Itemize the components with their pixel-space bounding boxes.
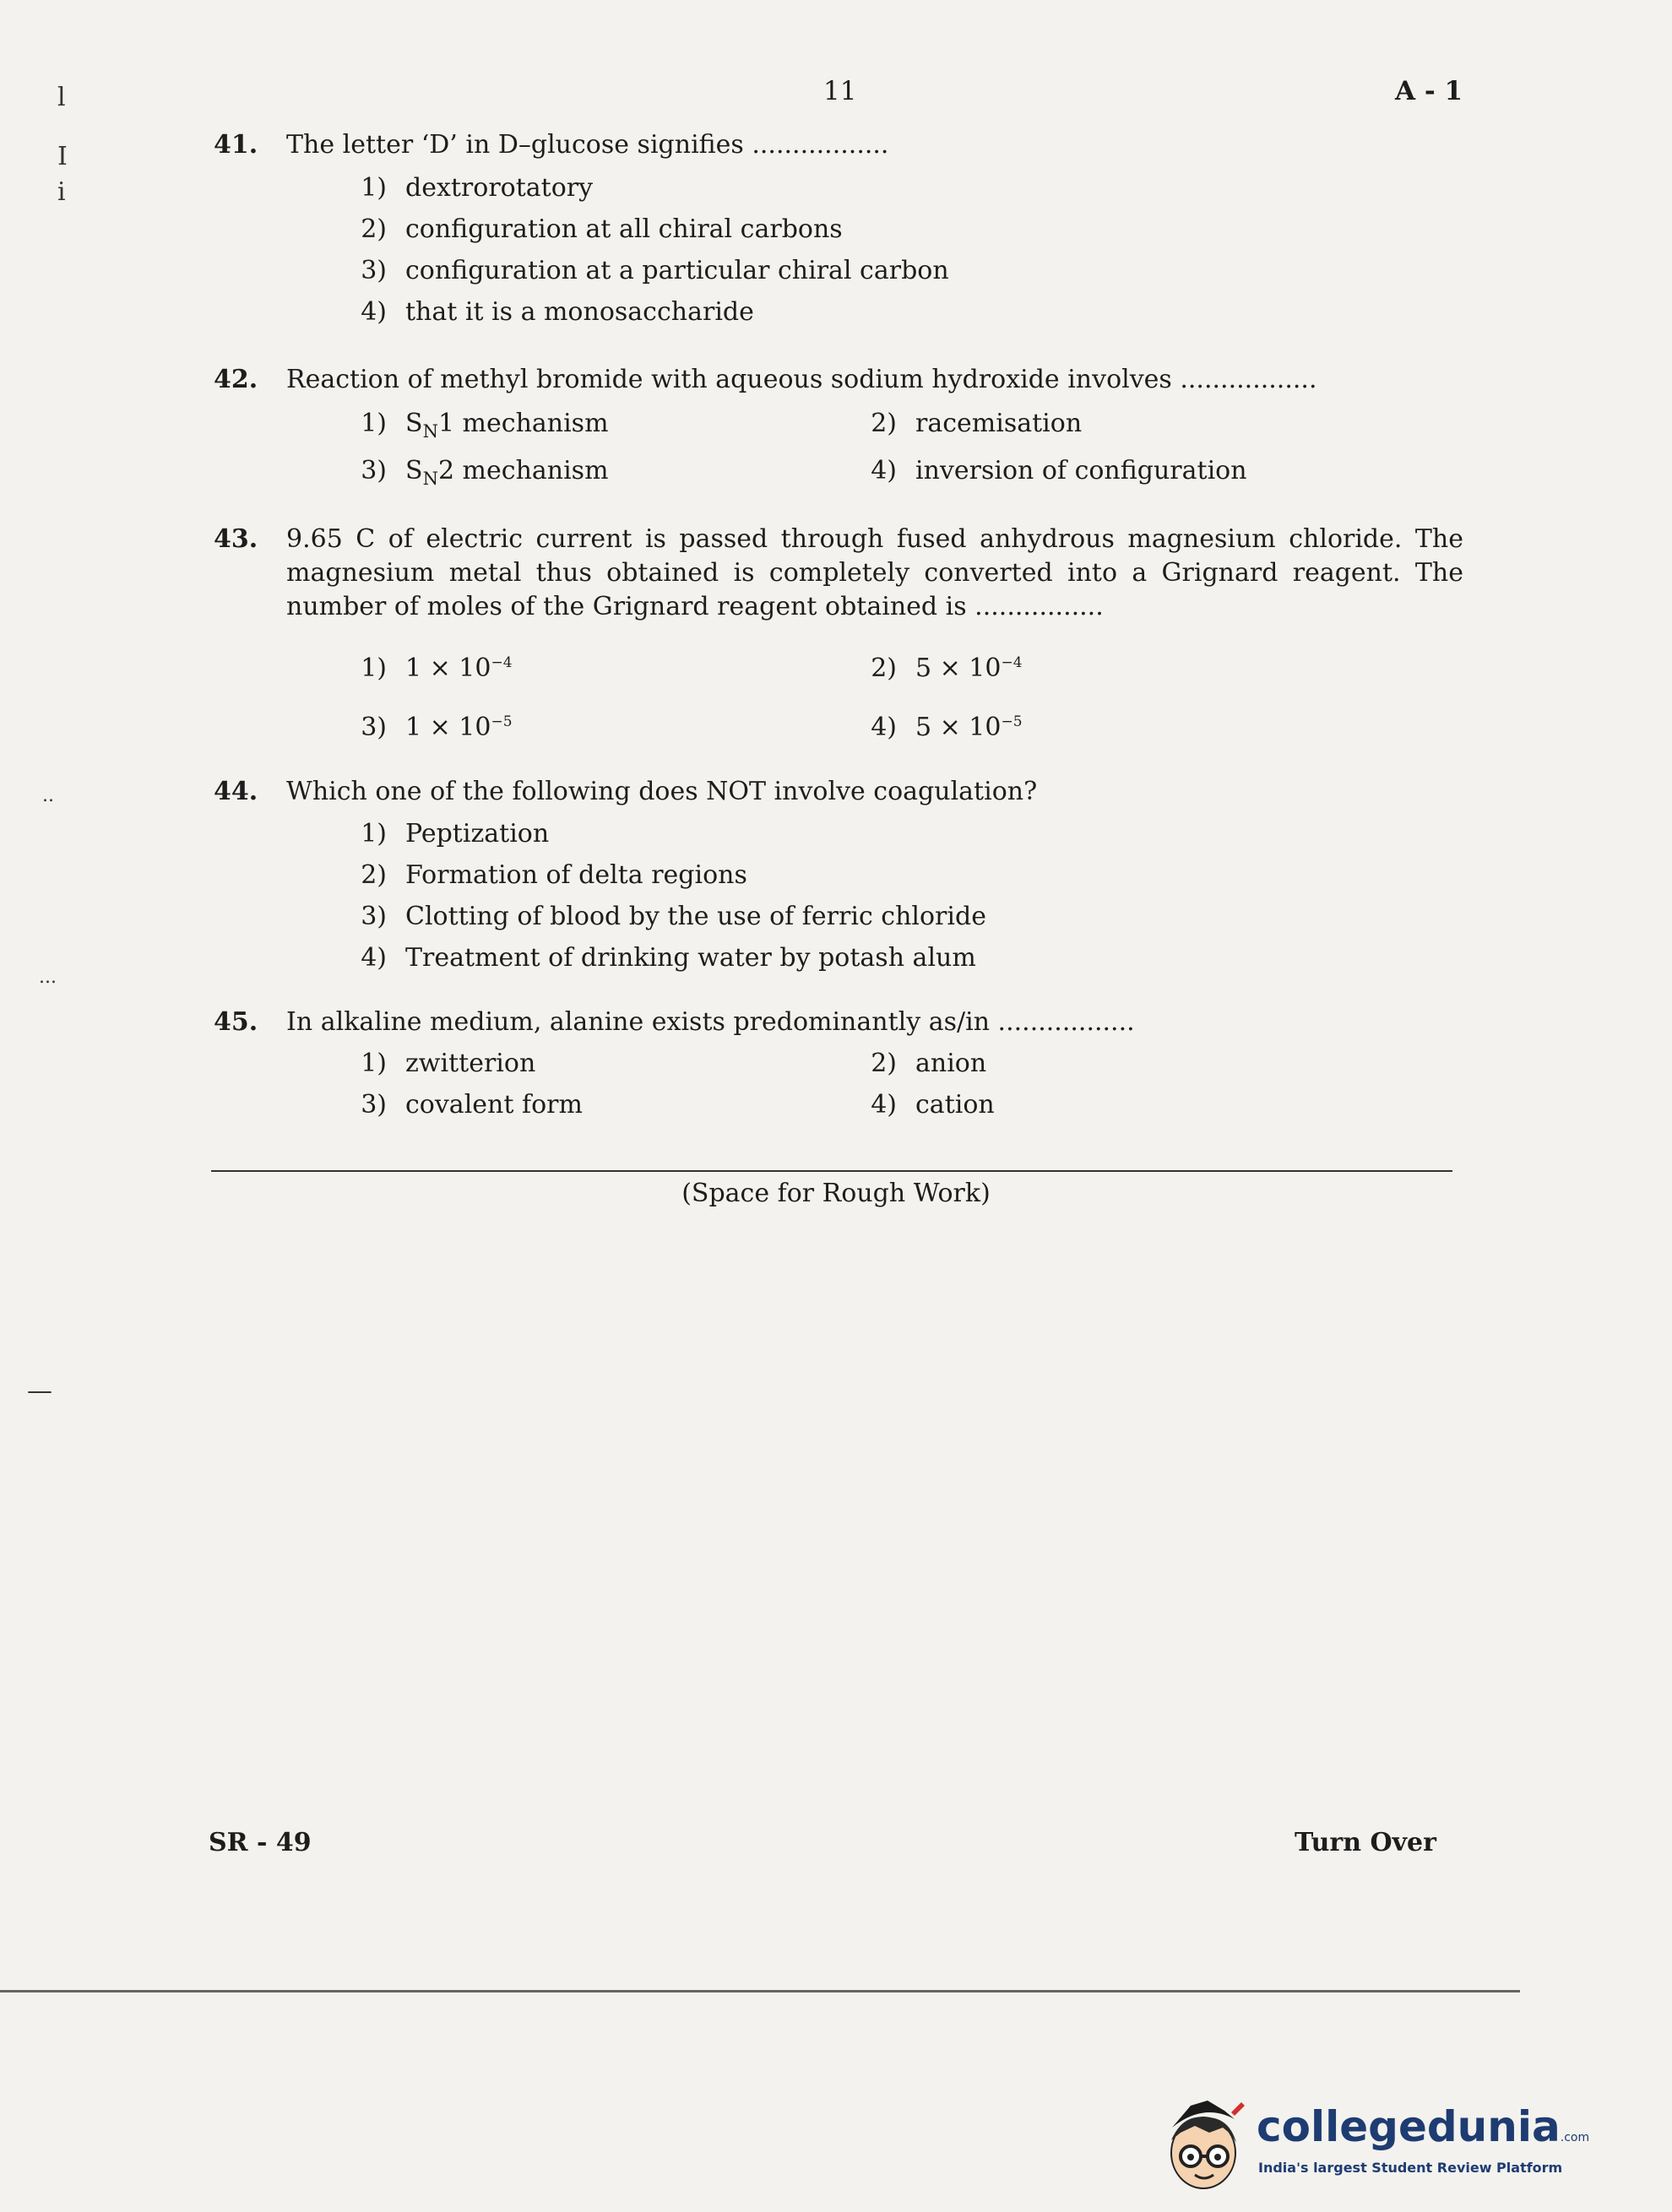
rough-work-label: (Space for Rough Work): [681, 1179, 991, 1208]
option-number: 1): [361, 409, 387, 438]
option: [336, 900, 986, 934]
option-text: racemisation: [915, 409, 1083, 438]
option-text: covalent form: [405, 1090, 583, 1120]
option-number: 1): [361, 653, 387, 683]
option: [336, 1047, 535, 1081]
option-number: 1): [361, 819, 387, 848]
option-number: 2): [871, 1049, 897, 1078]
option-text: dextrorotatory: [405, 173, 594, 203]
option-text: configuration at a particular chiral carbon: [405, 256, 949, 285]
option-number: 3): [361, 713, 387, 742]
margin-mark: —: [27, 1376, 52, 1406]
question-42: [214, 363, 1463, 397]
option: [336, 407, 609, 448]
question-text: Reaction of methyl bromide with aqueous sodium hydroxide involves .................: [286, 365, 1317, 394]
option-text: inversion of configuration: [915, 456, 1247, 485]
option: [336, 213, 843, 247]
logo-tagline: India's largest Student Review Platform: [1258, 2160, 1563, 2176]
option-exponent: −4: [491, 654, 513, 671]
question-44: [214, 775, 1463, 809]
logo-suffix: .com: [1560, 2131, 1590, 2144]
question-text: Which one of the following does NOT involve coagulation?: [286, 777, 1038, 806]
option-number: 4): [871, 456, 897, 485]
mascot-icon: [1157, 2094, 1250, 2195]
option-text: anion: [915, 1049, 987, 1078]
footer-code: SR - 49: [209, 1828, 312, 1857]
option-exponent: −4: [1001, 654, 1023, 671]
option: [336, 454, 609, 496]
question-43: [214, 523, 1463, 624]
option-subscript: N: [422, 469, 438, 489]
option-text: 2 mechanism: [437, 456, 609, 485]
option-text: Clotting of blood by the use of ferric chloride: [405, 902, 986, 931]
margin-mark: ...: [39, 967, 57, 988]
question-text: In alkaline medium, alanine exists predominantly as/in .................: [286, 1007, 1135, 1037]
question-45: [214, 1006, 1463, 1039]
logo-name: collegedunia: [1257, 2102, 1561, 2151]
question-text: 9.65 C of electric current is passed through fused anhydrous magnesium chloride. The magnesium metal thus obtained is completely converted into a Grignard reagent. The number of moles of the Grignard reagent obtained is ................: [286, 524, 1463, 621]
option-value: 5 × 10: [915, 713, 1002, 742]
option-text: Formation of delta regions: [405, 860, 747, 890]
margin-mark: l: [57, 83, 66, 112]
collegedunia-logo: [1157, 2094, 1590, 2195]
option: [846, 705, 1023, 745]
option-symbol: S: [405, 456, 423, 485]
option-number: 1): [361, 1049, 387, 1078]
question-number: 43.: [214, 524, 258, 554]
option: [846, 454, 1247, 488]
option-subscript: N: [422, 421, 438, 442]
option-number: 2): [871, 409, 897, 438]
option: [336, 705, 513, 745]
question-number: 41.: [214, 130, 258, 160]
option-text: that it is a monosaccharide: [405, 297, 754, 327]
option-number: 3): [361, 456, 387, 485]
option-number: 2): [871, 653, 897, 683]
option: [846, 1047, 986, 1081]
option-number: 2): [361, 860, 387, 890]
option-text: 1 mechanism: [437, 409, 609, 438]
bottom-border: [0, 1990, 1520, 1992]
option: [336, 1088, 583, 1122]
option: [846, 1088, 995, 1122]
margin-mark: ..: [42, 785, 54, 806]
option-number: 3): [361, 256, 387, 285]
question-number: 44.: [214, 777, 258, 806]
option-number: 4): [361, 943, 387, 973]
option-value: 1 × 10: [405, 713, 491, 742]
page-number: 11: [823, 76, 857, 106]
option-text: configuration at all chiral carbons: [405, 214, 843, 244]
question-text: The letter ‘D’ in D–glucose signifies .................: [286, 130, 889, 160]
option-text: zwitterion: [405, 1049, 536, 1078]
option-number: 4): [871, 713, 897, 742]
paper-code: A - 1: [1395, 76, 1463, 106]
option: [336, 941, 976, 975]
option-number: 4): [871, 1090, 897, 1120]
option-number: 3): [361, 902, 387, 931]
option-exponent: −5: [1001, 713, 1023, 730]
option-symbol: S: [405, 409, 423, 438]
turn-over-label: Turn Over: [1295, 1828, 1436, 1857]
option-number: 2): [361, 214, 387, 244]
option: [846, 646, 1023, 686]
margin-mark: i: [57, 177, 66, 207]
option-text: Peptization: [405, 819, 550, 848]
divider-line: [211, 1170, 1452, 1172]
option-text: Treatment of drinking water by potash alum: [405, 943, 976, 973]
option-number: 3): [361, 1090, 387, 1120]
option-exponent: −5: [491, 713, 513, 730]
option: [336, 859, 747, 892]
option: [846, 407, 1082, 441]
option-number: 4): [361, 297, 387, 327]
option: [336, 254, 949, 288]
option: [336, 171, 593, 205]
option-value: 1 × 10: [405, 653, 491, 683]
option-text: cation: [915, 1090, 995, 1120]
option-value: 5 × 10: [915, 653, 1002, 683]
option: [336, 646, 513, 686]
question-number: 42.: [214, 365, 258, 394]
option-number: 1): [361, 173, 387, 203]
option: [336, 817, 549, 851]
question-41: [214, 128, 1463, 162]
margin-mark: I: [57, 142, 68, 171]
question-number: 45.: [214, 1007, 258, 1037]
option: [336, 295, 754, 329]
